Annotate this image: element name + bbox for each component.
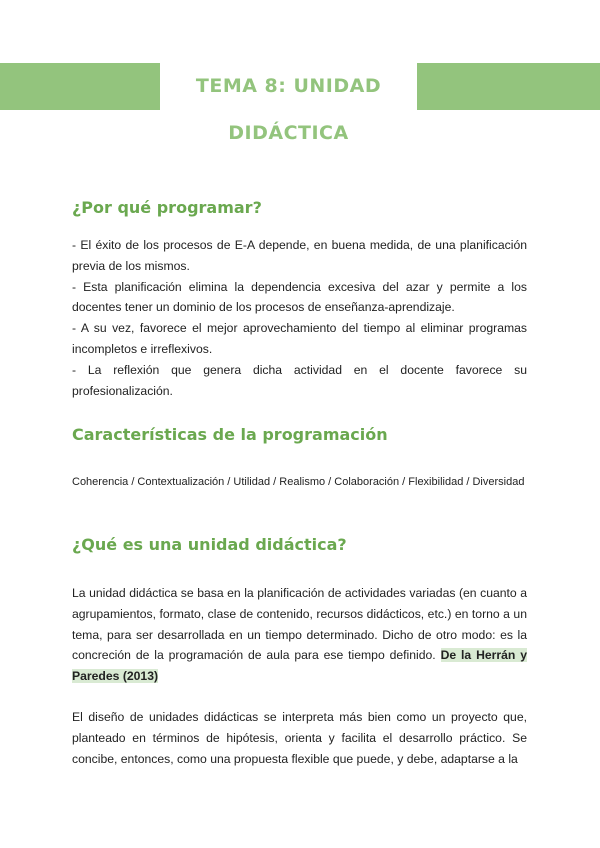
list-item: - A su vez, favorece el mejor aprovechamiento del tiempo al eliminar programas incompletos e irreflexivos. [72, 321, 527, 356]
heading-characteristics: Características de la programación [72, 425, 388, 444]
list-item: - La reflexión que genera dicha actividad en el docente favorece su profesionalización. [72, 362, 527, 398]
unit-definition-text: La unidad didáctica se basa en la planificación de actividades variadas (en cuanto a agrupamientos, formato, clase de contenido, recursos didácticos, etc.) en torno a un tema, para ser desarrollada en un tiempo determinado. Dicho de otro modo: es la concreción de la programación de aula para ese tiempo definido. [72, 586, 527, 663]
banner-left-bar [0, 63, 160, 110]
header-banner [0, 63, 600, 144]
characteristics-list: Coherencia / Contextualización / Utilidad / Realismo / Colaboración / Flexibilidad / Diversidad [72, 476, 525, 488]
citation-highlight: De la Herrán y Paredes (2013) [72, 648, 528, 684]
list-item: - El éxito de los procesos de E-A depende, en buena medida, de una planificación previa de los mismos. [72, 238, 527, 273]
why-program-list [72, 235, 527, 401]
list-item: - Esta planificación elimina la dependencia excesiva del azar y permite a los docentes tener un dominio de los procesos de enseñanza-aprendizaje. [72, 279, 527, 315]
unit-design-paragraph: El diseño de unidades didácticas se interpreta más bien como un proyecto que, planteado en términos de hipótesis, orienta y facilita el desarrollo práctico. Se concibe, entonces, como una propuesta flexible que puede, y debe, adaptarse a la [72, 710, 527, 766]
unit-definition-paragraph [72, 583, 527, 687]
page-title: TEMA 8: UNIDAD DIDÁCTICA [195, 75, 382, 144]
banner-right-bar [417, 63, 600, 110]
heading-why-program: ¿Por qué programar? [72, 198, 262, 217]
heading-what-is-unit: ¿Qué es una unidad didáctica? [72, 535, 347, 554]
